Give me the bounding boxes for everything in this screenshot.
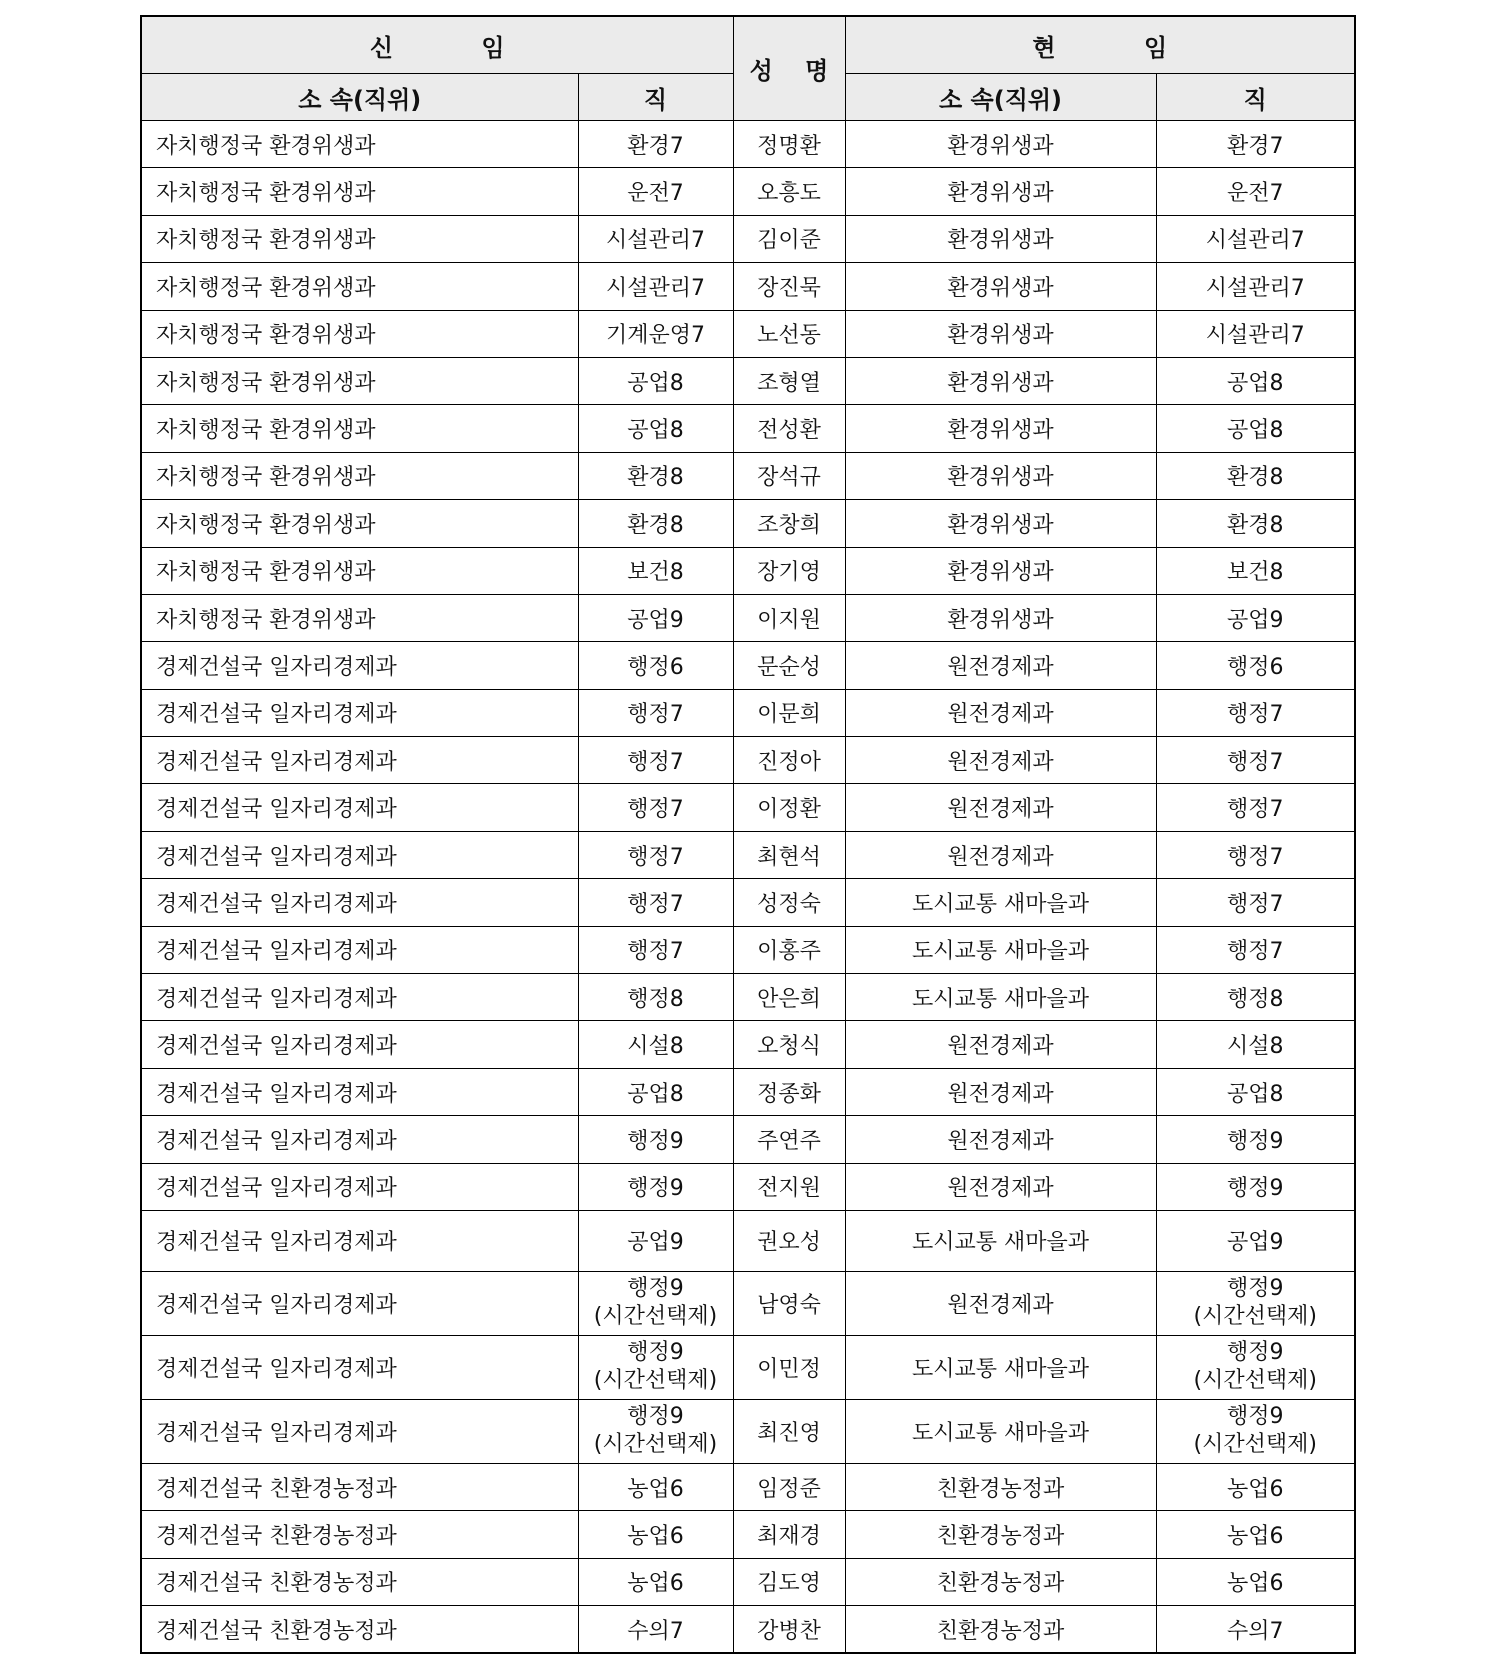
- table-row: [141, 879, 1355, 926]
- table-row: [141, 357, 1355, 404]
- new-position-cell: 공업8: [578, 1068, 733, 1115]
- name-cell: 조형열: [733, 357, 845, 404]
- table-row: [141, 1210, 1355, 1271]
- current-affiliation-cell: 환경위생과: [845, 168, 1156, 215]
- new-position-cell: 시설관리7: [578, 263, 733, 310]
- current-position-cell: 환경7: [1156, 121, 1355, 168]
- current-affiliation-cell: 친환경농정과: [845, 1606, 1156, 1653]
- current-position-cell: 행정9: [1156, 1116, 1355, 1163]
- table-row: [141, 121, 1355, 168]
- table-row: [141, 1606, 1355, 1653]
- name-cell: 전지원: [733, 1163, 845, 1210]
- current-affiliation-cell: 도시교통 새마을과: [845, 1399, 1156, 1463]
- current-position-cell: 시설8: [1156, 1021, 1355, 1068]
- new-position-header: 직: [578, 74, 733, 121]
- new-affiliation-cell: 자치행정국 환경위생과: [141, 121, 578, 168]
- current-affiliation-cell: 원전경제과: [845, 831, 1156, 878]
- new-affiliation-cell: 경제건설국 일자리경제과: [141, 879, 578, 926]
- new-position-cell: 보건8: [578, 547, 733, 594]
- name-cell: 김도영: [733, 1558, 845, 1605]
- name-cell: 정명환: [733, 121, 845, 168]
- current-position-cell: 보건8: [1156, 547, 1355, 594]
- current-position-cell: 공업9: [1156, 594, 1355, 641]
- name-cell: 오청식: [733, 1021, 845, 1068]
- name-cell: 남영숙: [733, 1271, 845, 1335]
- new-position-cell: 공업9: [578, 1210, 733, 1271]
- new-affiliation-cell: 경제건설국 일자리경제과: [141, 974, 578, 1021]
- table-row: [141, 310, 1355, 357]
- new-position-cell: 행정7: [578, 737, 733, 784]
- name-cell: 장기영: [733, 547, 845, 594]
- name-cell: 진정아: [733, 737, 845, 784]
- new-affiliation-cell: 자치행정국 환경위생과: [141, 215, 578, 262]
- new-position-cell: 행정7: [578, 926, 733, 973]
- current-position-cell: 행정9 (시간선택제): [1156, 1335, 1355, 1399]
- current-affiliation-cell: 환경위생과: [845, 500, 1156, 547]
- new-affiliation-cell: 경제건설국 친환경농정과: [141, 1511, 578, 1558]
- new-position-cell: 기계운영7: [578, 310, 733, 357]
- new-position-cell: 공업9: [578, 594, 733, 641]
- table-row: [141, 1116, 1355, 1163]
- new-position-cell: 운전7: [578, 168, 733, 215]
- new-position-cell: 행정9: [578, 1163, 733, 1210]
- current-position-cell: 공업8: [1156, 1068, 1355, 1115]
- new-affiliation-cell: 경제건설국 일자리경제과: [141, 1163, 578, 1210]
- name-cell: 이문희: [733, 689, 845, 736]
- current-affiliation-cell: 친환경농정과: [845, 1511, 1156, 1558]
- table-row: [141, 1463, 1355, 1510]
- current-affiliation-cell: 도시교통 새마을과: [845, 879, 1156, 926]
- current-affiliation-cell: 환경위생과: [845, 547, 1156, 594]
- table-row: [141, 784, 1355, 831]
- table-row: [141, 1271, 1355, 1335]
- new-affiliation-cell: 경제건설국 일자리경제과: [141, 1399, 578, 1463]
- current-affiliation-cell: 원전경제과: [845, 1163, 1156, 1210]
- name-cell: 최진영: [733, 1399, 845, 1463]
- table-body: [141, 121, 1355, 1654]
- new-position-cell: 환경7: [578, 121, 733, 168]
- new-position-cell: 시설8: [578, 1021, 733, 1068]
- new-affiliation-cell: 자치행정국 환경위생과: [141, 547, 578, 594]
- current-affiliation-cell: 도시교통 새마을과: [845, 974, 1156, 1021]
- name-cell: 이정환: [733, 784, 845, 831]
- name-cell: 이지원: [733, 594, 845, 641]
- current-affiliation-cell: 환경위생과: [845, 121, 1156, 168]
- table-row: [141, 974, 1355, 1021]
- name-cell: 문순성: [733, 642, 845, 689]
- name-cell: 노선동: [733, 310, 845, 357]
- new-affiliation-cell: 경제건설국 일자리경제과: [141, 1335, 578, 1399]
- current-affiliation-cell: 친환경농정과: [845, 1558, 1156, 1605]
- current-affiliation-cell: 원전경제과: [845, 1068, 1156, 1115]
- new-position-cell: 농업6: [578, 1511, 733, 1558]
- current-affiliation-cell: 원전경제과: [845, 689, 1156, 736]
- current-position-cell: 행정6: [1156, 642, 1355, 689]
- new-affiliation-cell: 경제건설국 일자리경제과: [141, 1271, 578, 1335]
- new-affiliation-cell: 경제건설국 친환경농정과: [141, 1558, 578, 1605]
- new-affiliation-cell: 경제건설국 일자리경제과: [141, 1021, 578, 1068]
- new-position-cell: 농업6: [578, 1558, 733, 1605]
- new-affiliation-cell: 경제건설국 친환경농정과: [141, 1606, 578, 1653]
- current-affiliation-cell: 도시교통 새마을과: [845, 926, 1156, 973]
- name-cell: 임정준: [733, 1463, 845, 1510]
- current-position-cell: 공업8: [1156, 357, 1355, 404]
- table-row: [141, 263, 1355, 310]
- table-header: [141, 16, 1355, 121]
- current-position-cell: 행정7: [1156, 879, 1355, 926]
- new-affiliation-cell: 자치행정국 환경위생과: [141, 500, 578, 547]
- current-position-cell: 행정9 (시간선택제): [1156, 1399, 1355, 1463]
- new-affiliation-cell: 자치행정국 환경위생과: [141, 594, 578, 641]
- new-affiliation-header: 소 속(직위): [141, 74, 578, 121]
- new-position-cell: 환경8: [578, 452, 733, 499]
- new-affiliation-cell: 경제건설국 일자리경제과: [141, 784, 578, 831]
- new-position-cell: 행정9 (시간선택제): [578, 1335, 733, 1399]
- table-row: [141, 831, 1355, 878]
- new-affiliation-cell: 자치행정국 환경위생과: [141, 168, 578, 215]
- new-position-cell: 행정7: [578, 879, 733, 926]
- table-row: [141, 1335, 1355, 1399]
- current-position-cell: 시설관리7: [1156, 215, 1355, 262]
- new-affiliation-cell: 경제건설국 일자리경제과: [141, 1116, 578, 1163]
- table-row: [141, 168, 1355, 215]
- table-row: [141, 737, 1355, 784]
- table-row: [141, 215, 1355, 262]
- new-position-cell: 환경8: [578, 500, 733, 547]
- table-row: [141, 547, 1355, 594]
- current-position-cell: 농업6: [1156, 1511, 1355, 1558]
- current-position-cell: 환경8: [1156, 500, 1355, 547]
- new-position-cell: 시설관리7: [578, 215, 733, 262]
- name-cell: 성정숙: [733, 879, 845, 926]
- current-affiliation-cell: 원전경제과: [845, 1271, 1156, 1335]
- table-row: [141, 689, 1355, 736]
- new-affiliation-cell: 자치행정국 환경위생과: [141, 263, 578, 310]
- current-affiliation-cell: 환경위생과: [845, 310, 1156, 357]
- name-cell: 조창희: [733, 500, 845, 547]
- current-position-cell: 농업6: [1156, 1558, 1355, 1605]
- current-position-cell: 행정9 (시간선택제): [1156, 1271, 1355, 1335]
- new-position-cell: 행정7: [578, 831, 733, 878]
- new-affiliation-cell: 경제건설국 일자리경제과: [141, 642, 578, 689]
- current-affiliation-cell: 도시교통 새마을과: [845, 1210, 1156, 1271]
- new-position-cell: 행정8: [578, 974, 733, 1021]
- table-row: [141, 405, 1355, 452]
- current-position-cell: 행정7: [1156, 831, 1355, 878]
- new-position-cell: 공업8: [578, 405, 733, 452]
- current-affiliation-cell: 환경위생과: [845, 405, 1156, 452]
- name-cell: 이민정: [733, 1335, 845, 1399]
- current-affiliation-cell: 환경위생과: [845, 263, 1156, 310]
- new-position-cell: 행정6: [578, 642, 733, 689]
- table-row: [141, 1163, 1355, 1210]
- current-position-cell: 행정9: [1156, 1163, 1355, 1210]
- current-affiliation-cell: 환경위생과: [845, 452, 1156, 499]
- current-affiliation-cell: 원전경제과: [845, 1021, 1156, 1068]
- current-affiliation-cell: 원전경제과: [845, 642, 1156, 689]
- current-affiliation-cell: 원전경제과: [845, 784, 1156, 831]
- name-cell: 정종화: [733, 1068, 845, 1115]
- new-position-cell: 행정9 (시간선택제): [578, 1399, 733, 1463]
- name-cell: 안은희: [733, 974, 845, 1021]
- table-row: [141, 1021, 1355, 1068]
- current-position-cell: 시설관리7: [1156, 310, 1355, 357]
- current-affiliation-cell: 환경위생과: [845, 594, 1156, 641]
- new-affiliation-cell: 자치행정국 환경위생과: [141, 310, 578, 357]
- name-cell: 권오성: [733, 1210, 845, 1271]
- name-cell: 주연주: [733, 1116, 845, 1163]
- new-affiliation-cell: 자치행정국 환경위생과: [141, 405, 578, 452]
- new-affiliation-cell: 경제건설국 친환경농정과: [141, 1463, 578, 1510]
- new-affiliation-cell: 경제건설국 일자리경제과: [141, 831, 578, 878]
- new-affiliation-cell: 경제건설국 일자리경제과: [141, 1210, 578, 1271]
- current-affiliation-cell: 환경위생과: [845, 357, 1156, 404]
- table-row: [141, 1558, 1355, 1605]
- current-position-cell: 시설관리7: [1156, 263, 1355, 310]
- table-row: [141, 594, 1355, 641]
- current-affiliation-cell: 원전경제과: [845, 1116, 1156, 1163]
- name-cell: 최현석: [733, 831, 845, 878]
- new-affiliation-cell: 경제건설국 일자리경제과: [141, 1068, 578, 1115]
- current-position-cell: 행정7: [1156, 689, 1355, 736]
- current-position-cell: 환경8: [1156, 452, 1355, 499]
- new-position-cell: 수의7: [578, 1606, 733, 1653]
- current-position-cell: 운전7: [1156, 168, 1355, 215]
- current-position-cell: 행정7: [1156, 737, 1355, 784]
- table-row: [141, 1399, 1355, 1463]
- new-position-cell: 행정9 (시간선택제): [578, 1271, 733, 1335]
- current-position-cell: 농업6: [1156, 1463, 1355, 1510]
- new-group-header: 신 임: [141, 16, 733, 74]
- name-header: 성 명: [733, 16, 845, 121]
- name-cell: 이홍주: [733, 926, 845, 973]
- new-position-cell: 행정9: [578, 1116, 733, 1163]
- new-affiliation-cell: 경제건설국 일자리경제과: [141, 926, 578, 973]
- name-cell: 장석규: [733, 452, 845, 499]
- current-position-cell: 행정7: [1156, 784, 1355, 831]
- current-affiliation-cell: 환경위생과: [845, 215, 1156, 262]
- new-affiliation-cell: 자치행정국 환경위생과: [141, 357, 578, 404]
- table-row: [141, 642, 1355, 689]
- table-row: [141, 1068, 1355, 1115]
- name-cell: 최재경: [733, 1511, 845, 1558]
- name-cell: 오흥도: [733, 168, 845, 215]
- table-row: [141, 1511, 1355, 1558]
- name-cell: 전성환: [733, 405, 845, 452]
- new-affiliation-cell: 경제건설국 일자리경제과: [141, 689, 578, 736]
- current-position-cell: 공업8: [1156, 405, 1355, 452]
- new-affiliation-cell: 경제건설국 일자리경제과: [141, 737, 578, 784]
- current-position-cell: 수의7: [1156, 1606, 1355, 1653]
- current-position-cell: 공업9: [1156, 1210, 1355, 1271]
- current-position-cell: 행정8: [1156, 974, 1355, 1021]
- name-cell: 김이준: [733, 215, 845, 262]
- table-row: [141, 452, 1355, 499]
- current-affiliation-cell: 친환경농정과: [845, 1463, 1156, 1510]
- current-affiliation-header: 소 속(직위): [845, 74, 1156, 121]
- new-affiliation-cell: 자치행정국 환경위생과: [141, 452, 578, 499]
- new-position-cell: 농업6: [578, 1463, 733, 1510]
- current-position-header: 직: [1156, 74, 1355, 121]
- current-affiliation-cell: 도시교통 새마을과: [845, 1335, 1156, 1399]
- personnel-table: [140, 15, 1356, 1654]
- name-cell: 장진묵: [733, 263, 845, 310]
- new-position-cell: 공업8: [578, 357, 733, 404]
- current-affiliation-cell: 원전경제과: [845, 737, 1156, 784]
- table-row: [141, 500, 1355, 547]
- current-group-header: 현 임: [845, 16, 1355, 74]
- current-position-cell: 행정7: [1156, 926, 1355, 973]
- table-row: [141, 926, 1355, 973]
- new-position-cell: 행정7: [578, 689, 733, 736]
- new-position-cell: 행정7: [578, 784, 733, 831]
- name-cell: 강병찬: [733, 1606, 845, 1653]
